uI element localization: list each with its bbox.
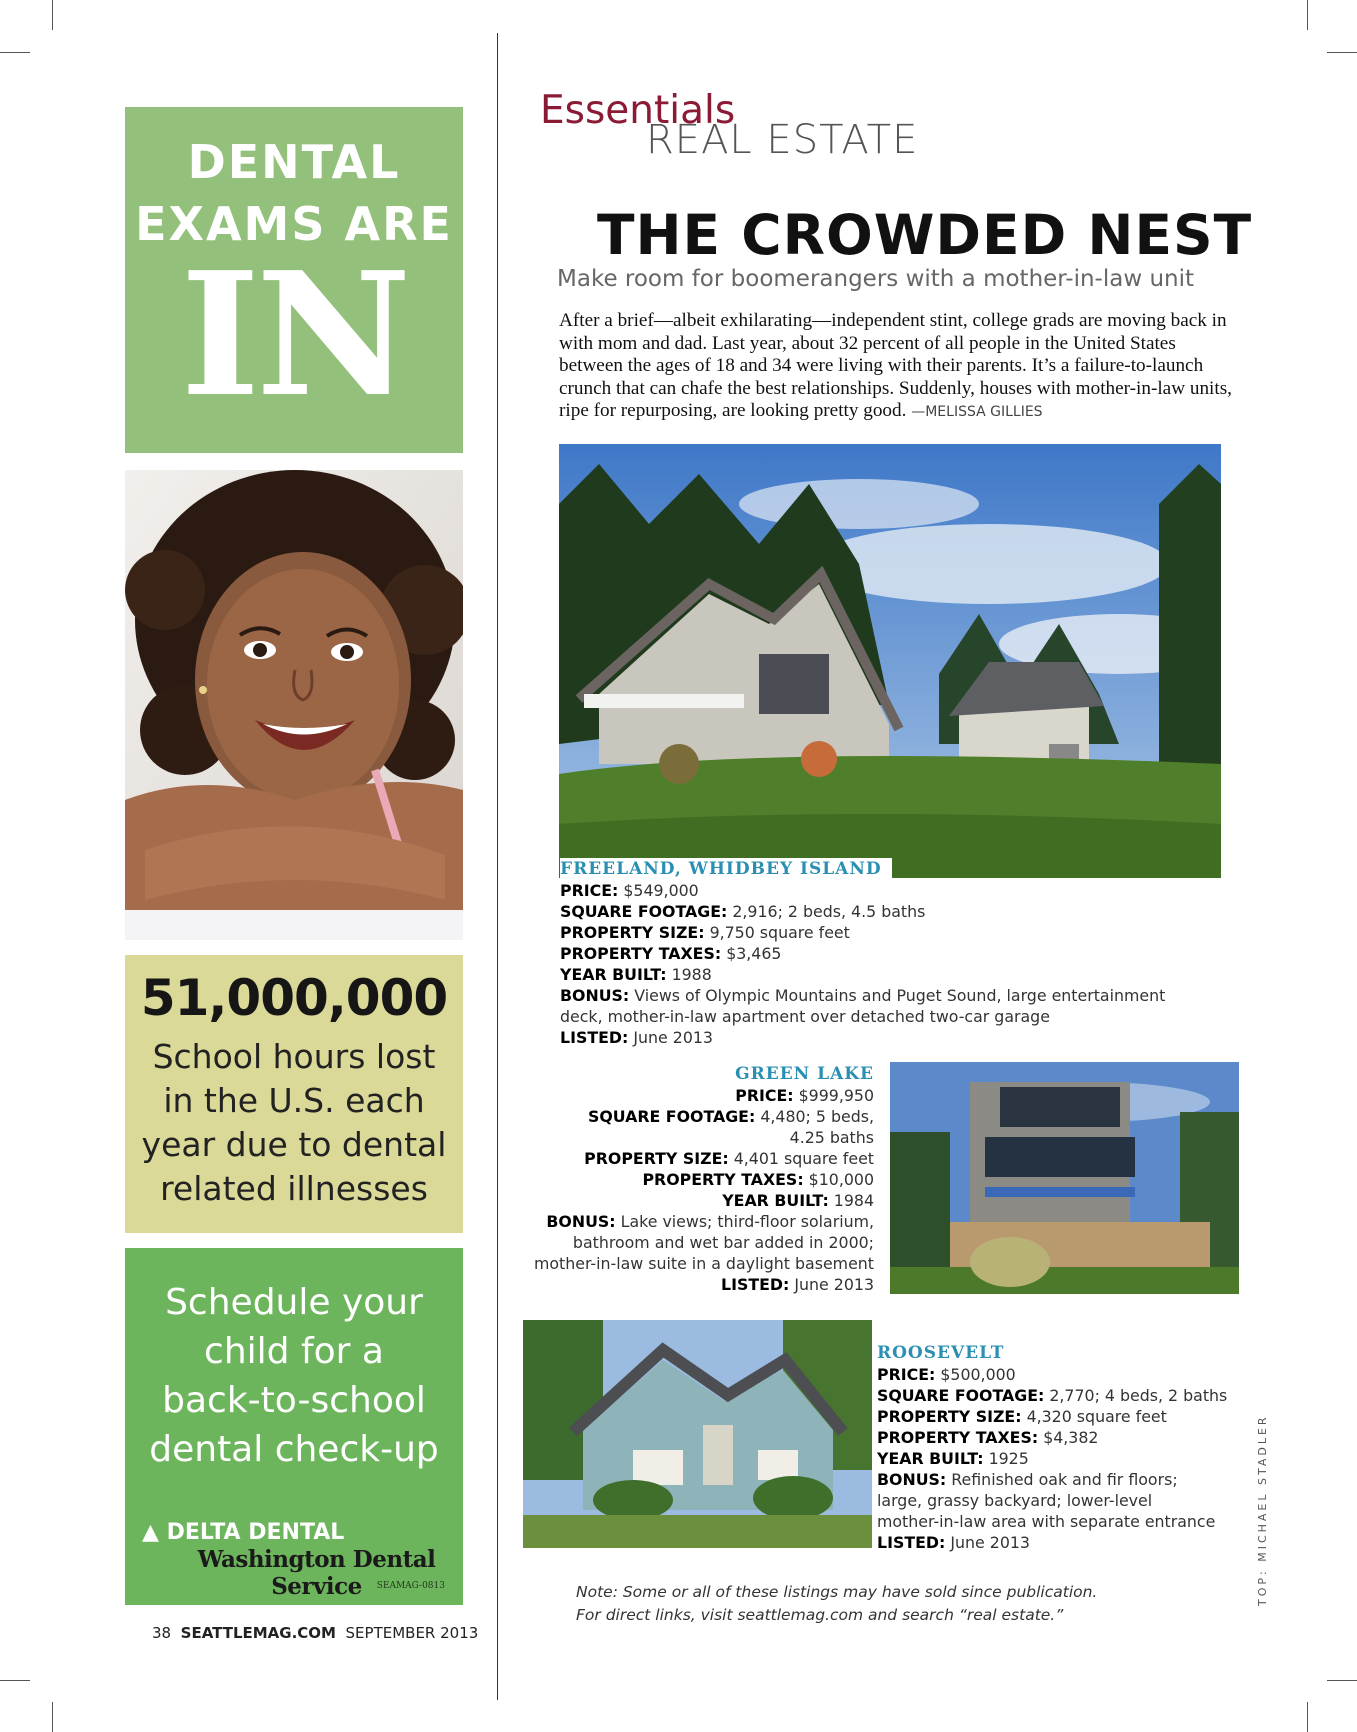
listing-freeland <box>560 858 1210 1048</box>
listing-taxes: PROPERTY TAXES: $10,000 <box>642 1170 874 1189</box>
listing-built: YEAR BUILT: 1925 <box>877 1449 1029 1468</box>
listing-price: PRICE: $549,000 <box>560 881 699 900</box>
listing-name: ROOSEVELT <box>877 1343 1005 1363</box>
house-photo-illustration <box>523 1320 872 1548</box>
listing-sqft-cont: 4.25 baths <box>789 1128 874 1147</box>
intro-text: After a brief—albeit exhilarating—independent stint, college grads are moving back in with mom and dad. Last year, about 32 percent of all people in the United States between the ages of 18 and 34 were living with their parents. It’s a failure-to-launch crunch that can chafe the best relationships. Suddenly, houses with mother-in-law units, ripe for repurposing, are looking pretty good. <box>559 310 1232 421</box>
listing-name: FREELAND, WHIDBEY ISLAND <box>560 859 882 879</box>
listing-built: YEAR BUILT: 1988 <box>560 965 712 984</box>
article-headline: THE CROWDED NEST <box>597 203 1253 267</box>
note-line: For direct links, visit seattlemag.com and search “real estate.” <box>576 1606 1064 1624</box>
listing-sqft: SQUARE FOOTAGE: 2,770; 4 beds, 2 baths <box>877 1386 1228 1405</box>
ad-stat-number: 51,000,000 <box>140 969 448 1027</box>
crop-mark <box>52 0 53 30</box>
ad-code: SEAMAG-0813 <box>376 1581 445 1591</box>
ad-stat-panel <box>125 955 463 1233</box>
house-photo-illustration <box>890 1062 1239 1294</box>
ad-cta-text <box>125 1248 463 1474</box>
crop-mark <box>1327 1680 1357 1681</box>
byline: —MELISSA GILLIES <box>911 404 1043 420</box>
listing-green-lake <box>480 1064 874 1295</box>
listing-sqft: SQUARE FOOTAGE: 2,916; 2 beds, 4.5 baths <box>560 902 926 921</box>
crop-mark <box>0 52 30 53</box>
ad-stat-line: year due to dental <box>141 1125 447 1164</box>
listings-note <box>576 1581 1097 1627</box>
listing-bonus-cont: mother-in-law area with separate entrance <box>877 1512 1216 1531</box>
listing-price: PRICE: $500,000 <box>877 1365 1016 1384</box>
crop-mark <box>0 1680 30 1681</box>
smiling-girl-illustration <box>125 470 463 940</box>
crop-mark <box>1307 0 1308 30</box>
listing-listed: LISTED: June 2013 <box>560 1028 713 1047</box>
ad-headline-big: IN <box>180 235 408 435</box>
listing-bonus-cont: large, grassy backyard; lower-level <box>877 1491 1153 1510</box>
note-line: Note: Some or all of these listings may have sold since publication. <box>576 1583 1098 1601</box>
ad-stat-line: in the U.S. each <box>163 1081 425 1120</box>
ad-cta-line: dental check-up <box>149 1429 439 1470</box>
ad-stat-line: School hours lost <box>152 1037 436 1076</box>
listing-size: PROPERTY SIZE: 9,750 square feet <box>560 923 850 942</box>
subsection-title: REAL ESTATE <box>646 117 919 163</box>
photo-credit: TOP: MICHAEL STADLER <box>1256 1414 1269 1606</box>
roosevelt-house-photo <box>523 1320 872 1548</box>
ad-cta-line: child for a <box>204 1331 384 1372</box>
listing-taxes: PROPERTY TAXES: $3,465 <box>560 944 782 963</box>
crop-mark <box>1307 1702 1308 1732</box>
crop-mark <box>1327 52 1357 53</box>
green-lake-house-photo <box>890 1062 1239 1294</box>
delta-triangle-icon: ▲ <box>142 1520 159 1545</box>
delta-dental-logo <box>142 1520 344 1545</box>
ad-cta-line: Schedule your <box>165 1282 423 1323</box>
house-photo-illustration <box>559 444 1221 878</box>
column-divider <box>497 33 498 1700</box>
ad-stat-line: related illnesses <box>160 1169 428 1208</box>
article-intro <box>559 310 1237 424</box>
listing-sqft: SQUARE FOOTAGE: 4,480; 5 beds, <box>587 1107 874 1126</box>
listing-name-box <box>560 858 892 880</box>
page-number: 38 <box>152 1624 172 1642</box>
logo-subtext: Washington Dental Service <box>197 1546 436 1600</box>
crop-mark <box>52 1702 53 1732</box>
listing-bonus-cont: mother-in-law suite in a daylight basement <box>533 1254 874 1273</box>
listing-bonus: BONUS: Refinished oak and fir floors; <box>877 1470 1178 1489</box>
ad-headline-line1: DENTAL <box>187 135 401 189</box>
ad-headline-line2: EXAMS ARE <box>135 197 453 251</box>
listing-bonus-cont: bathroom and wet bar added in 2000; <box>572 1233 874 1252</box>
listing-bonus: BONUS: Lake views; third-floor solarium, <box>546 1212 874 1231</box>
listing-built: YEAR BUILT: 1984 <box>722 1191 874 1210</box>
section-title: Essentials <box>540 88 736 133</box>
listing-taxes: PROPERTY TAXES: $4,382 <box>877 1428 1099 1447</box>
ad-stat-text <box>125 1035 463 1211</box>
listing-size: PROPERTY SIZE: 4,401 square feet <box>584 1149 874 1168</box>
listing-listed: LISTED: June 2013 <box>877 1533 1030 1552</box>
logo-text: DELTA DENTAL <box>166 1520 345 1545</box>
listing-roosevelt <box>877 1343 1257 1553</box>
folio-issue: SEPTEMBER 2013 <box>345 1624 479 1642</box>
listing-name: GREEN LAKE <box>735 1064 874 1084</box>
listing-price: PRICE: $999,950 <box>735 1086 874 1105</box>
ad-headline-panel <box>125 107 463 453</box>
article-dek: Make room for boomerangers with a mother-in-law unit <box>557 266 1195 292</box>
page-folio <box>152 1624 478 1642</box>
ad-cta-panel <box>125 1248 463 1605</box>
folio-site: SEATTLEMAG.COM <box>180 1624 336 1642</box>
listing-bonus: BONUS: Views of Olympic Mountains and Puget Sound, large entertainment deck, mother-in-law apartment over detached two-car garage <box>560 986 1166 1026</box>
listing-listed: LISTED: June 2013 <box>721 1275 874 1294</box>
listing-size: PROPERTY SIZE: 4,320 square feet <box>877 1407 1167 1426</box>
freeland-house-photo <box>559 444 1221 878</box>
ad-child-photo <box>125 470 463 940</box>
ad-cta-line: back-to-school <box>162 1380 426 1421</box>
